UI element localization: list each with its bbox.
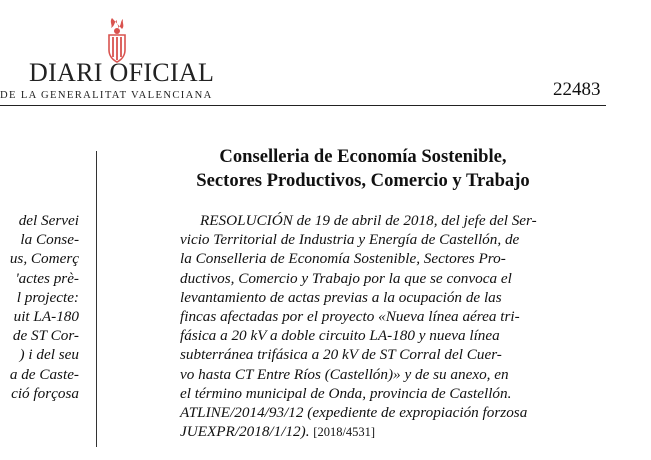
left-line: de ST Cor- xyxy=(12,327,79,345)
column-divider xyxy=(96,151,97,447)
left-line: us, Comerç xyxy=(9,250,79,268)
masthead-title: DIARI OFICIAL xyxy=(29,58,215,87)
page-number: 22483 xyxy=(553,79,601,100)
heading-line: Sectores Productivos, Comercio y Trabajo xyxy=(196,170,530,191)
masthead-subtitle: DE LA GENERALITAT VALENCIANA xyxy=(0,90,213,101)
left-line: ) i del seu xyxy=(19,346,79,364)
body-line: fincas afectadas por el proyecto «Nueva línea aérea tri- xyxy=(180,307,520,325)
left-line: la Conse- xyxy=(20,231,79,249)
body-line: vo hasta CT Entre Ríos (Castellón)» y de su anexo, en xyxy=(180,365,509,383)
body-line: la Conselleria de Economía Sostenible, Sectores Pro- xyxy=(180,250,506,268)
left-column-text xyxy=(10,211,79,403)
left-line: del Servei xyxy=(18,212,79,229)
heading-line: Conselleria de Economía Sostenible, xyxy=(219,146,507,167)
body-line: ATLINE/2014/93/12 (expediente de expropiación forzosa xyxy=(180,403,528,421)
body-line: vicio Territorial de Industria y Energía de Castellón, de xyxy=(180,231,520,249)
body-line: fásica a 20 kV a doble circuito LA-180 y nueva línea xyxy=(180,327,500,345)
body-line: levantamiento de actas previas a la ocupación de las xyxy=(180,288,502,306)
body-line: JUEXPR/2018/1/12). xyxy=(180,423,310,441)
body-line: ductivos, Comercio y Trabajo por la que se convoca el xyxy=(180,269,512,287)
body-last-line xyxy=(174,422,607,441)
left-line: l projecte: xyxy=(16,288,79,306)
left-line: a de Caste- xyxy=(9,365,79,383)
left-line: ció forçosa xyxy=(11,384,79,402)
left-line: uit LA-180 xyxy=(13,307,79,325)
reference-code: [2018/4531] xyxy=(313,425,376,440)
header-divider xyxy=(0,105,606,106)
resolution-text xyxy=(174,211,607,441)
body-line: RESOLUCIÓN de 19 de abril de 2018, del jefe del Ser- xyxy=(200,212,537,229)
body-line: el término municipal de Onda, provincia de Castellón. xyxy=(180,384,512,402)
section-heading xyxy=(160,145,566,193)
body-line: subterránea trifásica a 20 kV de ST Corral del Cuer- xyxy=(180,346,502,364)
left-line: 'actes prè- xyxy=(15,269,79,287)
